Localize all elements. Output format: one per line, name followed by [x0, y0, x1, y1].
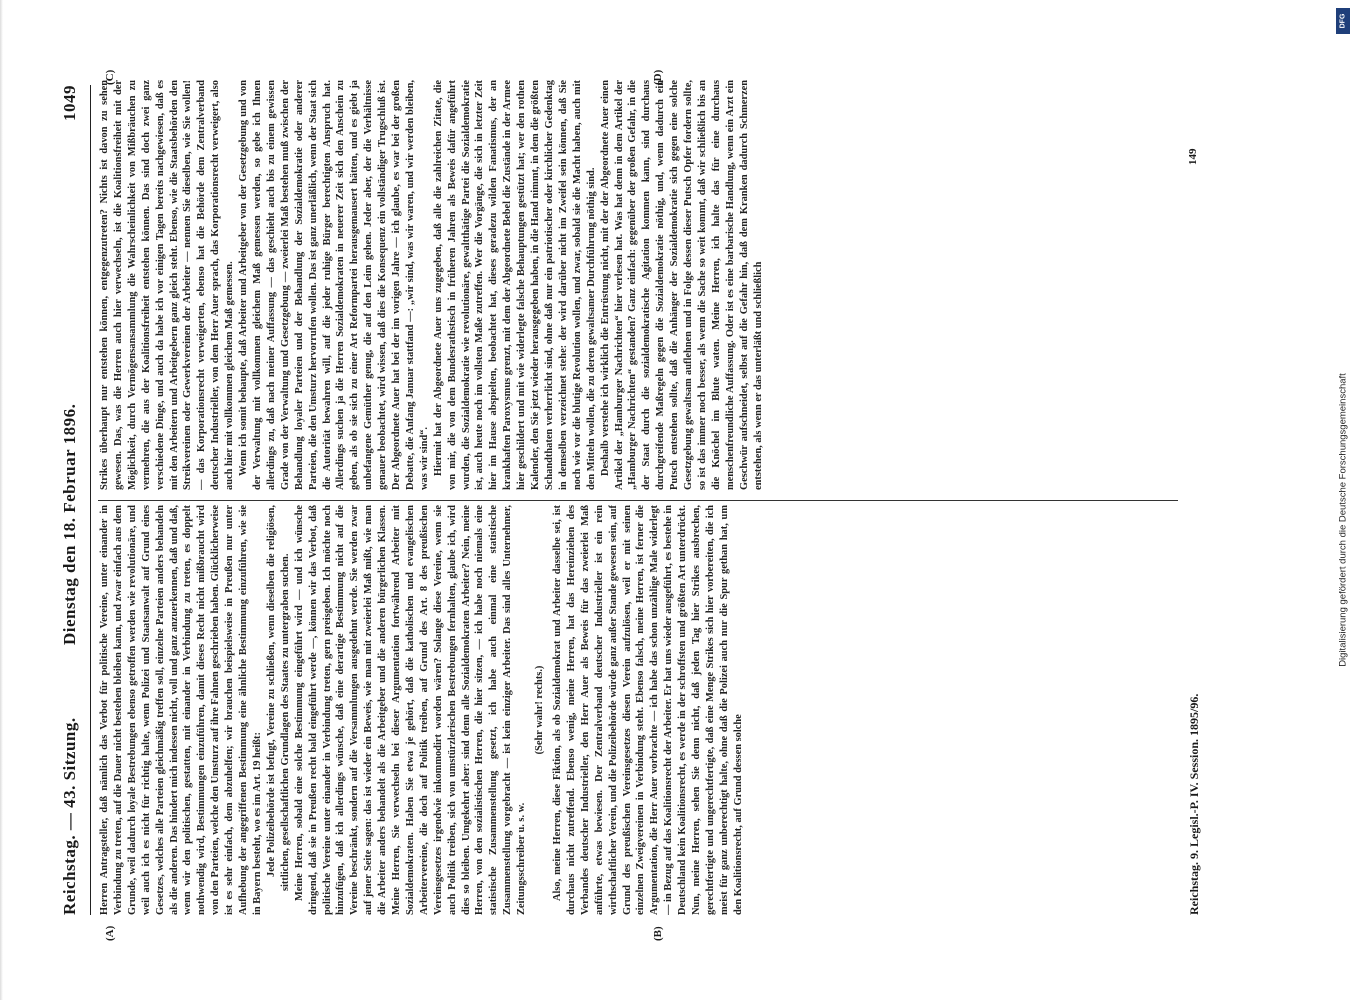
marker-c: (C) — [104, 69, 116, 85]
left-paragraph: Also, meine Herren, diese Fiktion, als ob Sozialdemokrat und Arbeiter dasselbe sei, ist durchaus nicht zutreffend. Ebenso wenig, meine Herren, hat das Hereinziehen des Verbandes deutscher Industrieller, den Herr Auer als Beweis für das zweierlei Maß anführte, etwas bewiesen. Der Zentralverband deutscher Industrieller ist ein rein wirthschaftlicher Verein, und die Polizeibehörde würde ganz außer Stande gewesen sein, auf Grund des preußischen Vereinsgesetzes diesen Verein aufzulösen, weil er mit seinen einzelnen Zweigvereinen in Verbindung steht. Ebenso falsch, meine Herren, ist ferner die Argumentation, die Herr Auer vorbrachte — ich habe das schon unzählige Male widerlegt — in Bezug auf das Koalitionsrecht der Arbeiter. Er hat uns wieder ausgeführt, es bestehe in Deutschland kein Koalitionsrecht, es werde in der schroffsten und größten Art unterdrückt. Nun, meine Herren, sehen Sie denn nicht, daß jeden Tag hier Strikes ausbrechen, gerechtfertigte und ungerechtfertigte, daß eine Menge Strikes sich hier vorbereiten, die ich meist für ganz unberechtigt halte, ohne daß die Polizei auch nur die Spur gethan hat, um den Koalitionsrecht, auf Grund dessen solche — [552, 505, 744, 915]
header-rule — [90, 85, 91, 915]
header-date: Dienstag den 18. Februar 1896. — [60, 403, 79, 645]
marker-b: (B) — [652, 926, 664, 941]
right-paragraph: Hiermit hat der Abgeordnete Auer uns zugegeben, daß alle die zahlreichen Zitate, die von mir, die von dem Bundesrathstisch in früheren Jahren als Beweis dafür angeführt wurden, die Sozialdemokratie wie revolutionäre, gewaltthätige Partei die Sozialdemokratie ist, auch heute noch im vollsten Maße zutreffen. Wer die Vorgänge, die sich in letzter Zeit hier im Hause abspielten, beobachtet hat, dieses geradezu wilden Fanatismus, der an krankhaften Paroxysmus grenzt, mit dem der Abgeordnete Bebel die Zustände in der Armee hier geschildert und mit wie widerlegte falsche Behauptungen gestützt hat; wer den rothen Kalender, den Sie jetzt wieder herausgegeben haben, in die Hand nimmt, in dem die größten Schandthaten verherrlicht sind, ohne daß nur ein patriotischer oder kirchlicher Gedenktag in demselben verzeichnet stehe: der wird darüber nicht im Zweifel sein können, daß Sie noch wie vor die blutige Revolution wollen, und zwar, sobald sie die Macht haben, auch mit den Mitteln wollen, die zu deren gewaltsamer Durchführung nöthig sind. — [432, 80, 597, 490]
header-page-number: 1049 — [60, 85, 79, 121]
right-paragraph: Deshalb verstehe ich wirklich die Entrüstung nicht, mit der der Abgeordnete Auer einen Artikel der „Hamburger Nachrichten“ hier verlesen hat. Was hat denn in dem Artikel der „Hamburger Nachrichten“ gestanden? Ganz einfach: gegenüber der großen Gefahr, in die der Staat durch die sozialdemokratische Agitation kommen kann, sind durchaus durchgreifende Maßregeln gegen die Sozialdemokratie nöthig, und, wenn dadurch ein Putsch entstehen sollte, daß die Anhänger der Sozialdemokratie sich gegen eine solche Gesetzgebung gewaltsam auflehnen und in Folge dessen dieser Putsch Opfer fordern sollte, so ist das immer noch besser, als wenn die Sache so weit kommt, daß wir schließlich bis an die Knöchel im Blute waten. Meine Herren, ich halte das für eine durchaus menschenfreundliche Auffassung. Oder ist es eine barbarische Handlung, wenn ein Arzt ein Geschwür aufschneidet, selbst auf die Gefahr hin, daß dem Kranken dadurch Schmerzen entstehen, als wenn er das unterläßt und schließlich — [599, 80, 764, 490]
marker-d: (D) — [652, 69, 664, 85]
right-column — [98, 80, 1198, 490]
left-interjection: (Sehr wahr! rechts.) — [534, 665, 546, 755]
left-quote: Jede Polizeibehörde ist befugt, Vereine zu schließen, wenn dieselben die religiösen, sittlichen, gesellschaftlichen Grundlagen des Staates zu untergraben suchen. — [265, 505, 291, 891]
digitization-note-text: Digitalisierung gefördert durch die Deutsche Forschungsgemeinschaft — [1337, 373, 1349, 667]
left-paragraph: Herren Antragsteller, daß nämlich das Verbot für politische Vereine, unter einander in Verbindung zu treten, auf die Dauer nicht bestehen bleiben kann, und zwar einfach aus dem Grunde, weil dadurch loyale Bestrebungen ebenso getroffen werden wie revolutionäre, und weil auch ich es nicht für richtig halte, wenn Polizei und Staatsanwalt auf Grund eines Gesetzes, welches alle Parteien gleichmäßig treffen soll, einzelne Parteien anders behandeln als die anderen. Das hindert mich indessen nicht, voll und ganz anzuerkennen, daß und daß, wenn wir den politischen, gestatten, mit einander in Verbindung zu treten, es doppelt nothwendig wird, Bestimmungen einzuführen, damit dieses Recht nicht mißbraucht wird von den Parteien, welche den Umsturz auf ihre Fahnen geschrieben haben. Glücklicherweise ist es sehr einfach, dem abzuhelfen; wir brauchen beispielsweise in Preußen nur unter Aufhebung der angegriffenen Bestimmung eine ähnliche Bestimmung einzuführen, wie sie in Bayern besteht, wo es im Art. 19 heißt: — [99, 505, 263, 915]
dfg-logo — [1336, 8, 1350, 34]
right-paragraph: Strikes überhaupt nur entstehen können, entgegenzutreten? Nichts ist davon zu sehen gewesen. Das, was die Herren auch hier verwechseln, ist die Koalitionsfreiheit mit der Möglichkeit, durch Vermögensansammlung die Wahrscheinlichkeit von Mißbräuchen zu vermehren, die aus der Koalitionsfreiheit entstehen können. Das sind doch zwei ganz verschiedene Dinge, und auch da habe ich vor einigen Tagen bereits nachgewiesen, daß es mit den Arbeitern und Arbeitgebern ganz gleich steht. Ebenso, wie die Staatsbehörden den Streikvereinen oder Gewerkvereinen der Arbeiter — nennen Sie dieselben, wie Sie wollen! — das Korporationsrecht verweigerten, ebenso hat die Behörde dem Zentralverband deutscher Industrieller, von dem Herr Auer sprach, das Korporationsrecht verweigert, also auch hier mit vollkommen gleichem Maß gemessen. — [99, 80, 236, 490]
digitization-note — [1335, 40, 1351, 1000]
dfg-logo-text: DFG — [1339, 13, 1347, 29]
marker-a: (A) — [104, 925, 116, 941]
document-page — [52, 55, 1302, 945]
column-divider — [98, 500, 1178, 501]
footer-page-code: 149 — [1187, 148, 1199, 165]
left-column — [98, 505, 1198, 915]
left-paragraph: Meine Herren, sobald eine solche Bestimmung eingeführt wird — und ich wünsche dringend, daß sie in Preußen recht bald eingeführt werde —, können wir das Verbot, daß politische Vereine unter einander in Verbindung treten, gern preisgeben. Ich möchte noch hinzufügen, daß ich allerdings wünsche, daß eine derartige Bestimmung nicht auf die Vereine beschränkt, sondern auf die Versammlungen ausgedehnt werde. Sie werden zwar auf jener Seite sagen: das ist wieder ein Beweis, wie man mit zweierlei Maß mißt, wie man die Arbeiter anders behandelt als die Arbeitgeber und die anderen bürgerlichen Klassen. Meine Herren, Sie verwechseln bei dieser Argumentation fortwährend Arbeiter mit Sozialdemokraten. Haben Sie etwa je gehört, daß die katholischen und evangelischen Arbeitervereine, die doch auf Politik treiben, auf Grund des Art. 8 des preußischen Vereinsgesetzes irgendwie inkommodirt worden wären? Solange diese Vereine, wenn sie auch Politik treiben, sich von umstürzlerischen Bestrebungen fernhalten, glaube ich, wird dies so bleiben. Umgekehrt aber: sind denn alle Sozialdemokraten Arbeiter? Nein, meine Herren, von den sozialistischen Herren, die hier sitzen, — ich habe noch niemals eine statistische Zusammenstellung gesetzt, ich habe auch einmal eine statistische Zusammenstellung vorgebracht — ist kein einziger Arbeiter. Das sind alles Unternehmer, Zeitungsschreiber u. s. w. — [293, 505, 528, 915]
right-paragraph: Wenn ich somit behaupte, daß Arbeiter und Arbeitgeber von der Gesetzgebung und von der Verwaltung mit vollkommen gleichem Maß gemessen werden, so gebe ich Ihnen allerdings zu, daß nach meiner Auffassung — das geschieht auch bis zu einem gewissen Grade von der Verwaltung und Gesetzgebung — zweierlei Maß bestehen muß zwischen der Behandlung loyaler Parteien und der Behandlung der Sozialdemokratie oder anderer Parteien, die den Umsturz hervorrufen wollen. Das ist ganz unerläßlich, wenn der Staat sich die Autorität bewahren will, auf die jeder ruhige Bürger berechtigten Anspruch hat. Allerdings suchen ja die Herren Sozialdemokraten in neuerer Zeit sich den Anschein zu geben, als ob sie sich zu einer Art Reformpartei herausgemausert hätten, und es giebt ja unbefangene Gemüther genug, die auf den Leim gehen. Jeder aber, der die Verhältnisse genauer beobachtet, wird wissen, daß dies die Konsequenz ein vollständiger Trugschluß ist. Der Abgeordnete Auer hat bei der im vorigen Jahre — ich glaube, es war bei der großen Debatte, die Anfang Januar stattfand —: „wir sind, was wir waren, und wir werden bleiben, was wir sind“. — [238, 80, 430, 490]
page-header — [60, 85, 90, 915]
scan-edge-left — [0, 0, 3, 1000]
header-session: Reichstag. — 43. Sitzung. — [60, 717, 79, 915]
page-footer: Reichstag. 9. Legisl.-P. IV. Session. 1895/96. — [1187, 693, 1201, 915]
